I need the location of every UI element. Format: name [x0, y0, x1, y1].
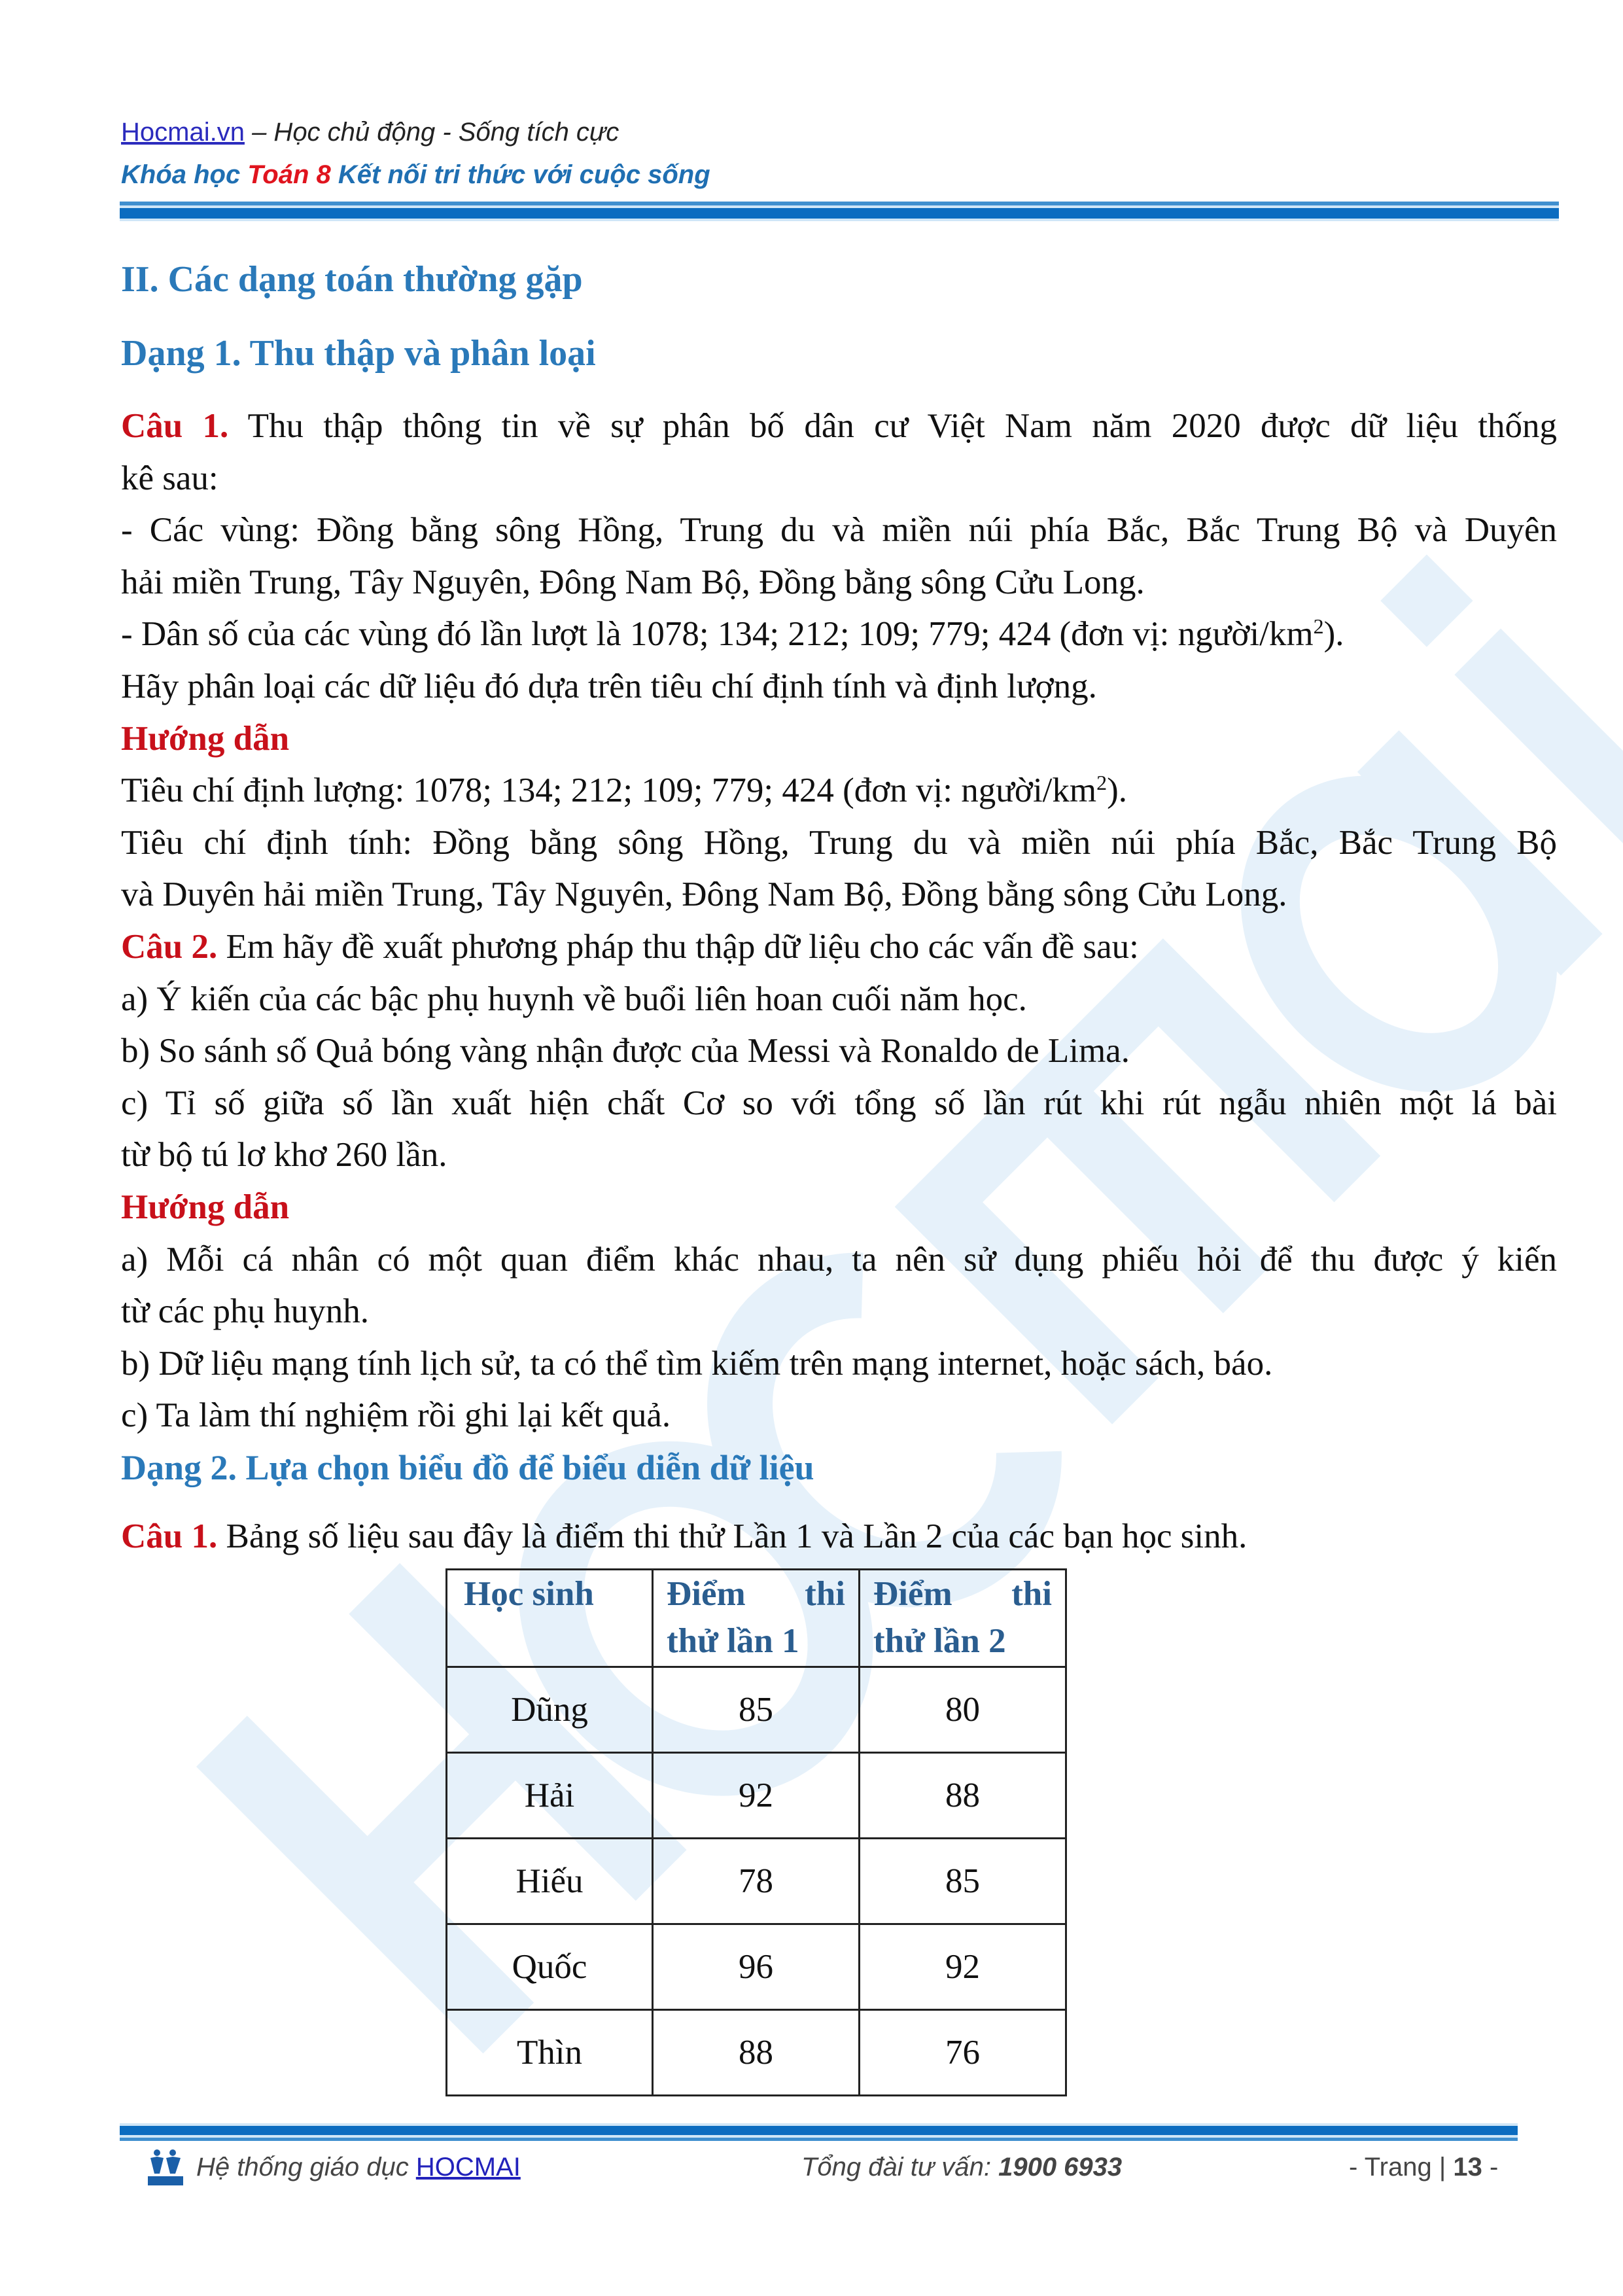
text-line	[121, 974, 1557, 1026]
line-text: Tiêu chí định tính: Đồng bằng sông Hồng, Trung du và miền núi phía Bắc, Bắc Trung Bộ	[121, 823, 1557, 862]
line-text: Thu thập thông tin về sự phân bố dân cư Việt Nam năm 2020 được dữ liệu thống	[228, 407, 1557, 445]
line-text: - Các vùng: Đồng bằng sông Hồng, Trung du và miền núi phía Bắc, Bắc Trung Bộ và Duyên	[121, 511, 1557, 550]
score-2-cell: 85	[860, 1839, 1066, 1924]
line-text: hải miền Trung, Tây Nguyên, Đông Nam Bộ, Đồng bằng sông Cửu Long.	[121, 563, 1145, 601]
hocmai-logo-icon	[145, 2147, 186, 2187]
cau1-question	[121, 1517, 1247, 1556]
score-2-cell: 92	[860, 1924, 1066, 2010]
text-line	[121, 1182, 1557, 1234]
superscript: 2	[1313, 614, 1324, 639]
score-1-cell: 85	[653, 1667, 860, 1753]
text-line	[121, 609, 1557, 661]
line-text: - Dân số của các vùng đó lần lượt là 1078; 134; 212; 109; 779; 424 (đơn vị: người/km	[121, 615, 1314, 654]
text-line	[121, 1234, 1557, 1286]
student-name-cell: Hiếu	[447, 1839, 653, 1924]
line-text: a) Mỗi cá nhân có một quan điểm khác nhau, ta nên sử dụng phiếu hỏi để thu được ý kiến	[121, 1240, 1557, 1279]
line-text: c) Tỉ số giữa số lần xuất hiện chất Cơ so với tổng số lần rút khi rút ngẫu nhiên một lá bài	[121, 1084, 1557, 1122]
line-text: b) So sánh số Quả bóng vàng nhận được của Messi và Ronaldo de Lima.	[121, 1032, 1130, 1070]
line-text: Hãy phân loại các dữ liệu đó dựa trên tiêu chí định tính và định lượng.	[121, 667, 1097, 705]
course-suffix: Kết nối tri thức với cuộc sống	[330, 160, 710, 189]
page-number: - Trang | 13 -	[1349, 2153, 1499, 2181]
text-line	[121, 453, 1557, 505]
text-line	[121, 1078, 1557, 1130]
table-row	[447, 1667, 1066, 1753]
dang1-title: Dạng 1. Thu thập và phân loại	[121, 333, 596, 374]
text-line	[121, 504, 1557, 557]
score-2-cell: 76	[860, 2010, 1066, 2096]
footer-hotline: Tổng đài tư vấn: 1900 6933	[801, 2153, 1123, 2181]
text-line	[121, 1390, 1557, 1442]
table-header-row	[447, 1570, 1066, 1667]
course-subject: Toán 8	[247, 160, 331, 189]
text-line	[121, 1338, 1557, 1390]
text-line	[121, 869, 1557, 921]
text-line	[121, 765, 1557, 817]
header-line-1	[121, 118, 619, 147]
dang2-title: Dạng 2. Lựa chọn biểu đồ để biểu diễn dữ liệu	[121, 1448, 814, 1487]
score-2-cell: 80	[860, 1667, 1066, 1753]
line-text: ).	[1323, 615, 1344, 654]
line-text: và Duyên hải miền Trung, Tây Nguyên, Đông Nam Bộ, Đồng bằng sông Cửu Long.	[121, 875, 1287, 914]
table-row	[447, 2010, 1066, 2096]
text-line	[121, 400, 1557, 453]
line-text: từ bộ tú lơ khơ 260 lần.	[121, 1136, 447, 1174]
header-score-2: Điểm thi thử lần 2	[860, 1570, 1066, 1667]
content-body	[121, 400, 1557, 1442]
text-line	[121, 1025, 1557, 1078]
table-row	[447, 1924, 1066, 2010]
cau1-text: Bảng số liệu sau đây là điểm thi thử Lần 1 và Lần 2 của các bạn học sinh.	[217, 1517, 1248, 1555]
cau1-label: Câu 1.	[121, 1517, 218, 1555]
score-1-cell: 92	[653, 1753, 860, 1839]
line-text: kê sau:	[121, 459, 218, 497]
question-label: Câu 2.	[121, 927, 218, 966]
superscript: 2	[1096, 771, 1108, 795]
question-label: Hướng dẫn	[121, 719, 290, 758]
score-1-cell: 78	[653, 1839, 860, 1924]
question-label: Hướng dẫn	[121, 1188, 290, 1226]
header-score-1: Điểm thi thử lần 1	[653, 1570, 860, 1667]
table-row	[447, 1753, 1066, 1839]
header-rule	[120, 202, 1559, 220]
line-text: c) Ta làm thí nghiệm rồi ghi lại kết quả.	[121, 1396, 671, 1435]
slogan: – Học chủ động - Sống tích cực	[244, 118, 620, 147]
text-line	[121, 713, 1557, 766]
student-name-cell: Hải	[447, 1753, 653, 1839]
site-link[interactable]: Hocmai.vn	[121, 118, 245, 147]
course-prefix: Khóa học	[121, 160, 248, 189]
footer-hocmai-link[interactable]: HOCMAI	[415, 2153, 521, 2181]
text-line	[121, 1286, 1557, 1338]
hotline-number: 1900 6933	[998, 2153, 1123, 2181]
section-title: II. Các dạng toán thường gặp	[121, 259, 583, 300]
header-student: Học sinh	[447, 1570, 653, 1667]
line-text: Em hãy đề xuất phương pháp thu thập dữ liệu cho các vấn đề sau:	[217, 927, 1139, 966]
student-name-cell: Quốc	[447, 1924, 653, 2010]
score-1-cell: 96	[653, 1924, 860, 2010]
table-row	[447, 1839, 1066, 1924]
text-line	[121, 1129, 1557, 1182]
line-text: b) Dữ liệu mạng tính lịch sử, ta có thể tìm kiếm trên mạng internet, hoặc sách, báo.	[121, 1344, 1273, 1383]
line-text: Tiêu chí định lượng: 1078; 134; 212; 109; 779; 424 (đơn vị: người/km	[121, 771, 1097, 810]
question-label: Câu 1.	[121, 407, 229, 445]
text-line	[121, 921, 1557, 974]
student-name-cell: Thìn	[447, 2010, 653, 2096]
student-name-cell: Dũng	[447, 1667, 653, 1753]
text-line	[121, 557, 1557, 609]
line-text: a) Ý kiến của các bậc phụ huynh về buổi liên hoan cuối năm học.	[121, 980, 1027, 1018]
course-title	[121, 160, 710, 190]
score-table	[445, 1568, 1067, 2096]
line-text: từ các phụ huynh.	[121, 1292, 370, 1331]
text-line	[121, 661, 1557, 713]
text-line	[121, 817, 1557, 870]
score-1-cell: 88	[653, 2010, 860, 2096]
footer-system: Hệ thống giáo dục HOCMAI	[196, 2153, 521, 2181]
score-2-cell: 88	[860, 1753, 1066, 1839]
footer-rule	[120, 2123, 1518, 2141]
line-text: ).	[1107, 771, 1128, 810]
